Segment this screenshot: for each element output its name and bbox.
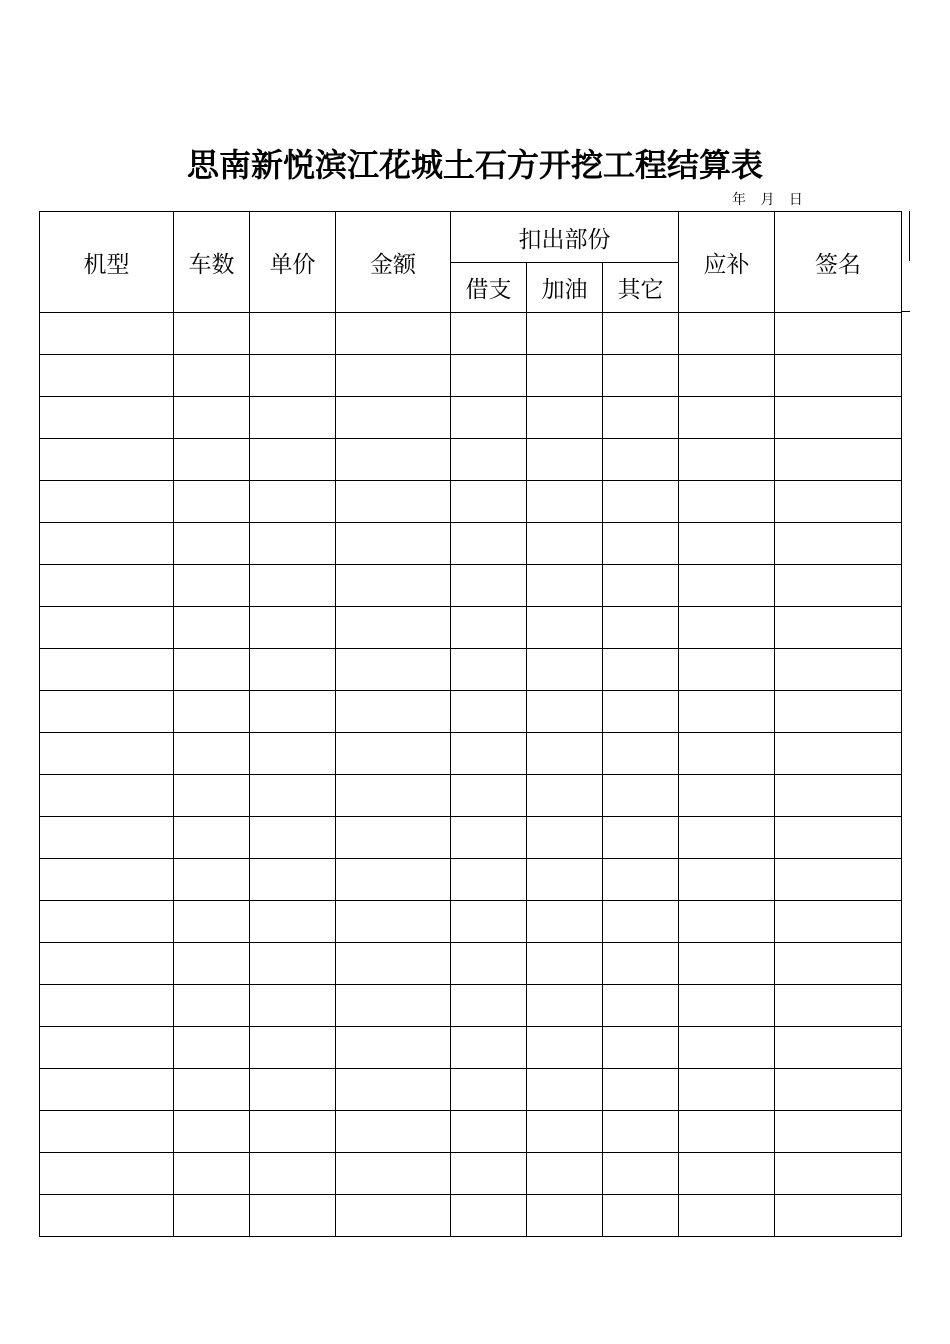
- table-row: [40, 985, 902, 1027]
- cell-fuel[interactable]: [527, 523, 603, 565]
- cell-signature[interactable]: [775, 607, 902, 649]
- table-row: [40, 1111, 902, 1153]
- cell-machine-type[interactable]: [40, 1195, 174, 1237]
- cell-other[interactable]: [603, 1027, 679, 1069]
- cell-trips[interactable]: [174, 1027, 250, 1069]
- cell-trips[interactable]: [174, 439, 250, 481]
- header-unit-price: 单价: [250, 212, 336, 313]
- cell-payable[interactable]: [679, 985, 775, 1027]
- table-row: [40, 817, 902, 859]
- cell-signature[interactable]: [775, 565, 902, 607]
- header-advance: 借支: [451, 263, 527, 313]
- cell-signature[interactable]: [775, 1027, 902, 1069]
- cell-fuel[interactable]: [527, 313, 603, 355]
- cell-other[interactable]: [603, 1153, 679, 1195]
- cell-signature[interactable]: [775, 691, 902, 733]
- cell-other[interactable]: [603, 607, 679, 649]
- cell-other[interactable]: [603, 1195, 679, 1237]
- cell-other[interactable]: [603, 733, 679, 775]
- cell-advance[interactable]: [451, 439, 527, 481]
- cell-machine-type[interactable]: [40, 481, 174, 523]
- cell-machine-type[interactable]: [40, 817, 174, 859]
- cell-amount[interactable]: [336, 943, 451, 985]
- table-row: [40, 775, 902, 817]
- header-fuel: 加油: [527, 263, 603, 313]
- cell-payable[interactable]: [679, 439, 775, 481]
- cell-advance[interactable]: [451, 859, 527, 901]
- cell-trips[interactable]: [174, 943, 250, 985]
- header-deductions: 扣出部份: [451, 212, 679, 263]
- cell-fuel[interactable]: [527, 481, 603, 523]
- cell-unit-price[interactable]: [250, 733, 336, 775]
- cell-payable[interactable]: [679, 565, 775, 607]
- table-row: [40, 1069, 902, 1111]
- cell-machine-type[interactable]: [40, 1069, 174, 1111]
- cell-machine-type[interactable]: [40, 439, 174, 481]
- cell-signature[interactable]: [775, 313, 902, 355]
- cell-fuel[interactable]: [527, 565, 603, 607]
- cell-signature[interactable]: [775, 943, 902, 985]
- cell-payable[interactable]: [679, 607, 775, 649]
- cell-machine-type[interactable]: [40, 649, 174, 691]
- cell-trips[interactable]: [174, 607, 250, 649]
- cell-unit-price[interactable]: [250, 1069, 336, 1111]
- table-row: [40, 565, 902, 607]
- cell-trips[interactable]: [174, 985, 250, 1027]
- cell-amount[interactable]: [336, 481, 451, 523]
- cell-other[interactable]: [603, 439, 679, 481]
- cell-amount[interactable]: [336, 817, 451, 859]
- cell-fuel[interactable]: [527, 733, 603, 775]
- cell-advance[interactable]: [451, 901, 527, 943]
- cell-other[interactable]: [603, 523, 679, 565]
- cell-amount[interactable]: [336, 859, 451, 901]
- cell-payable[interactable]: [679, 1069, 775, 1111]
- cell-other[interactable]: [603, 565, 679, 607]
- cell-trips[interactable]: [174, 733, 250, 775]
- cell-advance[interactable]: [451, 775, 527, 817]
- cell-fuel[interactable]: [527, 1111, 603, 1153]
- cell-payable[interactable]: [679, 1027, 775, 1069]
- cell-unit-price[interactable]: [250, 775, 336, 817]
- cell-payable[interactable]: [679, 859, 775, 901]
- date-line: 年 月 日: [732, 192, 803, 208]
- cell-trips[interactable]: [174, 313, 250, 355]
- cell-fuel[interactable]: [527, 817, 603, 859]
- cell-unit-price[interactable]: [250, 523, 336, 565]
- cell-advance[interactable]: [451, 649, 527, 691]
- cell-amount[interactable]: [336, 1027, 451, 1069]
- cell-other[interactable]: [603, 859, 679, 901]
- cell-payable[interactable]: [679, 523, 775, 565]
- cell-advance[interactable]: [451, 523, 527, 565]
- cell-machine-type[interactable]: [40, 523, 174, 565]
- cell-machine-type[interactable]: [40, 1027, 174, 1069]
- cell-signature[interactable]: [775, 1069, 902, 1111]
- table-row: [40, 1195, 902, 1237]
- table-row: [40, 691, 902, 733]
- cell-other[interactable]: [603, 817, 679, 859]
- cell-advance[interactable]: [451, 355, 527, 397]
- cell-unit-price[interactable]: [250, 859, 336, 901]
- cell-machine-type[interactable]: [40, 313, 174, 355]
- cell-machine-type[interactable]: [40, 1111, 174, 1153]
- cell-signature[interactable]: [775, 1111, 902, 1153]
- cell-signature[interactable]: [775, 985, 902, 1027]
- table-edge-line: [902, 311, 910, 312]
- cell-payable[interactable]: [679, 481, 775, 523]
- cell-trips[interactable]: [174, 481, 250, 523]
- cell-machine-type[interactable]: [40, 397, 174, 439]
- cell-amount[interactable]: [336, 901, 451, 943]
- cell-advance[interactable]: [451, 313, 527, 355]
- cell-advance[interactable]: [451, 1069, 527, 1111]
- cell-unit-price[interactable]: [250, 313, 336, 355]
- cell-trips[interactable]: [174, 775, 250, 817]
- cell-signature[interactable]: [775, 775, 902, 817]
- table-row: [40, 733, 902, 775]
- cell-other[interactable]: [603, 1069, 679, 1111]
- cell-amount[interactable]: [336, 397, 451, 439]
- cell-trips[interactable]: [174, 691, 250, 733]
- cell-machine-type[interactable]: [40, 355, 174, 397]
- cell-unit-price[interactable]: [250, 607, 336, 649]
- cell-payable[interactable]: [679, 901, 775, 943]
- cell-fuel[interactable]: [527, 943, 603, 985]
- cell-payable[interactable]: [679, 733, 775, 775]
- cell-trips[interactable]: [174, 859, 250, 901]
- cell-amount[interactable]: [336, 775, 451, 817]
- cell-fuel[interactable]: [527, 859, 603, 901]
- cell-other[interactable]: [603, 775, 679, 817]
- cell-machine-type[interactable]: [40, 943, 174, 985]
- cell-trips[interactable]: [174, 523, 250, 565]
- cell-machine-type[interactable]: [40, 733, 174, 775]
- cell-payable[interactable]: [679, 649, 775, 691]
- cell-fuel[interactable]: [527, 985, 603, 1027]
- cell-amount[interactable]: [336, 1195, 451, 1237]
- cell-machine-type[interactable]: [40, 901, 174, 943]
- cell-amount[interactable]: [336, 439, 451, 481]
- settlement-table: [39, 211, 902, 1237]
- cell-trips[interactable]: [174, 397, 250, 439]
- cell-advance[interactable]: [451, 817, 527, 859]
- cell-signature[interactable]: [775, 859, 902, 901]
- cell-advance[interactable]: [451, 943, 527, 985]
- table-row: [40, 943, 902, 985]
- cell-trips[interactable]: [174, 355, 250, 397]
- cell-payable[interactable]: [679, 775, 775, 817]
- cell-fuel[interactable]: [527, 439, 603, 481]
- cell-unit-price[interactable]: [250, 439, 336, 481]
- cell-amount[interactable]: [336, 1111, 451, 1153]
- cell-signature[interactable]: [775, 733, 902, 775]
- cell-fuel[interactable]: [527, 1069, 603, 1111]
- cell-other[interactable]: [603, 313, 679, 355]
- cell-other[interactable]: [603, 901, 679, 943]
- cell-advance[interactable]: [451, 691, 527, 733]
- cell-other[interactable]: [603, 481, 679, 523]
- cell-trips[interactable]: [174, 817, 250, 859]
- cell-signature[interactable]: [775, 901, 902, 943]
- cell-machine-type[interactable]: [40, 607, 174, 649]
- cell-machine-type[interactable]: [40, 859, 174, 901]
- cell-unit-price[interactable]: [250, 691, 336, 733]
- cell-unit-price[interactable]: [250, 355, 336, 397]
- cell-amount[interactable]: [336, 649, 451, 691]
- cell-amount[interactable]: [336, 1069, 451, 1111]
- cell-amount[interactable]: [336, 1153, 451, 1195]
- cell-payable[interactable]: [679, 691, 775, 733]
- cell-amount[interactable]: [336, 733, 451, 775]
- header-machine-type: 机型: [40, 212, 174, 313]
- cell-machine-type[interactable]: [40, 1153, 174, 1195]
- cell-advance[interactable]: [451, 607, 527, 649]
- header-amount: 金额: [336, 212, 451, 313]
- cell-fuel[interactable]: [527, 607, 603, 649]
- cell-machine-type[interactable]: [40, 985, 174, 1027]
- cell-other[interactable]: [603, 943, 679, 985]
- cell-unit-price[interactable]: [250, 1195, 336, 1237]
- cell-unit-price[interactable]: [250, 1111, 336, 1153]
- cell-payable[interactable]: [679, 313, 775, 355]
- cell-other[interactable]: [603, 1111, 679, 1153]
- table-row: [40, 1027, 902, 1069]
- cell-amount[interactable]: [336, 607, 451, 649]
- cell-other[interactable]: [603, 985, 679, 1027]
- cell-signature[interactable]: [775, 397, 902, 439]
- cell-fuel[interactable]: [527, 1027, 603, 1069]
- cell-other[interactable]: [603, 691, 679, 733]
- cell-trips[interactable]: [174, 565, 250, 607]
- cell-trips[interactable]: [174, 1153, 250, 1195]
- cell-signature[interactable]: [775, 481, 902, 523]
- header-payable: 应补: [679, 212, 775, 313]
- cell-signature[interactable]: [775, 1153, 902, 1195]
- table-row: [40, 607, 902, 649]
- cell-amount[interactable]: [336, 691, 451, 733]
- cell-amount[interactable]: [336, 985, 451, 1027]
- cell-other[interactable]: [603, 355, 679, 397]
- table-row: [40, 859, 902, 901]
- cell-machine-type[interactable]: [40, 565, 174, 607]
- cell-advance[interactable]: [451, 565, 527, 607]
- cell-signature[interactable]: [775, 817, 902, 859]
- cell-amount[interactable]: [336, 355, 451, 397]
- cell-fuel[interactable]: [527, 691, 603, 733]
- cell-signature[interactable]: [775, 649, 902, 691]
- cell-advance[interactable]: [451, 397, 527, 439]
- cell-fuel[interactable]: [527, 1153, 603, 1195]
- cell-unit-price[interactable]: [250, 397, 336, 439]
- header-signature: 签名: [775, 212, 902, 313]
- header-other: 其它: [603, 263, 679, 313]
- cell-advance[interactable]: [451, 481, 527, 523]
- cell-payable[interactable]: [679, 1111, 775, 1153]
- cell-unit-price[interactable]: [250, 817, 336, 859]
- cell-advance[interactable]: [451, 1195, 527, 1237]
- cell-payable[interactable]: [679, 1153, 775, 1195]
- cell-fuel[interactable]: [527, 649, 603, 691]
- cell-fuel[interactable]: [527, 355, 603, 397]
- cell-fuel[interactable]: [527, 901, 603, 943]
- cell-unit-price[interactable]: [250, 649, 336, 691]
- cell-amount[interactable]: [336, 313, 451, 355]
- cell-other[interactable]: [603, 649, 679, 691]
- cell-unit-price[interactable]: [250, 1027, 336, 1069]
- cell-trips[interactable]: [174, 901, 250, 943]
- cell-fuel[interactable]: [527, 397, 603, 439]
- cell-trips[interactable]: [174, 1111, 250, 1153]
- cell-fuel[interactable]: [527, 775, 603, 817]
- table-row: [40, 481, 902, 523]
- document-title: 思南新悦滨江花城土石方开挖工程结算表: [186, 146, 763, 184]
- cell-machine-type[interactable]: [40, 691, 174, 733]
- cell-unit-price[interactable]: [250, 901, 336, 943]
- table-row: [40, 901, 902, 943]
- cell-trips[interactable]: [174, 1069, 250, 1111]
- cell-unit-price[interactable]: [250, 943, 336, 985]
- cell-amount[interactable]: [336, 523, 451, 565]
- cell-unit-price[interactable]: [250, 481, 336, 523]
- cell-signature[interactable]: [775, 439, 902, 481]
- cell-advance[interactable]: [451, 985, 527, 1027]
- cell-other[interactable]: [603, 397, 679, 439]
- cell-payable[interactable]: [679, 1195, 775, 1237]
- table-row: [40, 313, 902, 355]
- header-trips: 车数: [174, 212, 250, 313]
- cell-advance[interactable]: [451, 1153, 527, 1195]
- table-row: [40, 649, 902, 691]
- cell-fuel[interactable]: [527, 1195, 603, 1237]
- table-row: [40, 355, 902, 397]
- cell-advance[interactable]: [451, 733, 527, 775]
- table-row: [40, 439, 902, 481]
- cell-payable[interactable]: [679, 397, 775, 439]
- cell-advance[interactable]: [451, 1027, 527, 1069]
- table-row: [40, 523, 902, 565]
- table-row: [40, 1153, 902, 1195]
- cell-unit-price[interactable]: [250, 985, 336, 1027]
- cell-advance[interactable]: [451, 1111, 527, 1153]
- cell-signature[interactable]: [775, 523, 902, 565]
- table-edge-line: [909, 211, 910, 261]
- cell-payable[interactable]: [679, 355, 775, 397]
- cell-machine-type[interactable]: [40, 775, 174, 817]
- cell-trips[interactable]: [174, 649, 250, 691]
- cell-trips[interactable]: [174, 1195, 250, 1237]
- cell-signature[interactable]: [775, 355, 902, 397]
- cell-payable[interactable]: [679, 943, 775, 985]
- cell-payable[interactable]: [679, 817, 775, 859]
- cell-signature[interactable]: [775, 1195, 902, 1237]
- cell-amount[interactable]: [336, 565, 451, 607]
- header-row: [40, 212, 902, 263]
- cell-unit-price[interactable]: [250, 1153, 336, 1195]
- cell-unit-price[interactable]: [250, 565, 336, 607]
- table-row: [40, 397, 902, 439]
